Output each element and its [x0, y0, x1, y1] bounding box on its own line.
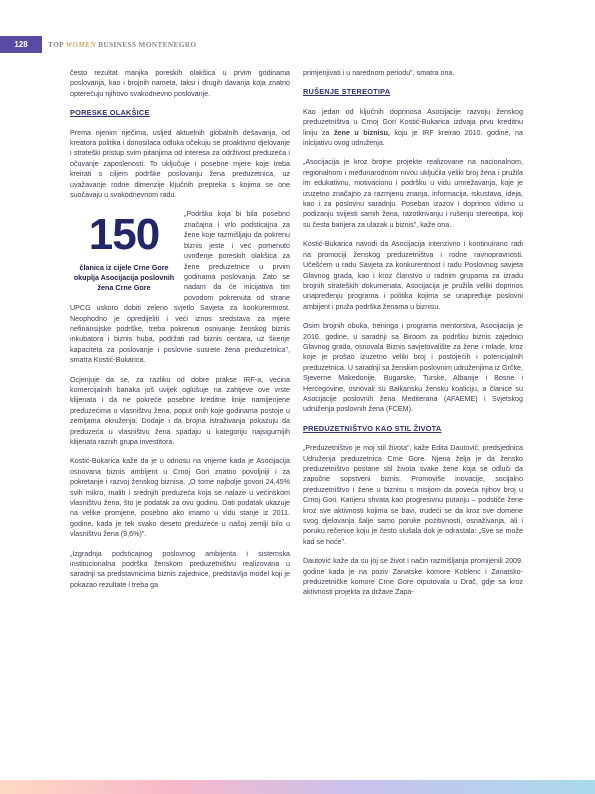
- publication-title: [48, 36, 196, 53]
- stat-caption: članica iz cijele Crne Gore okuplja Asocijacija poslovnih žena Crne Gore: [73, 263, 175, 293]
- section-heading-poreske-olaksice: PORESKE OLAKŠICE: [70, 108, 150, 118]
- page-header: [0, 36, 595, 53]
- decorative-gradient-bar: [0, 780, 595, 794]
- paragraph: često rezultat manjka poreskih olakšica u prvim godinama poslovanja, kao i brojnih nameta, taksi i drugih davanja koja znatno opterećuju njihovo svakodnevno poslovanje.: [70, 69, 290, 98]
- paragraph: primjenjivati i u narednom periodu", smatra ona.: [303, 69, 455, 77]
- paragraph: Kostić-Bukarica navodi da Asocijacija intenzivno i kontinuirano radi na promociji ženskog preduzetništva i rodne ravnopravnosti. Učešćem u radu Savjeta za konkurentnost i radu Poslovnog savjeta Glavnog grada, kao i kroz članstvo u radnim grupama za izradu brojnih strateških dokumenata, Asocijacija je pružila veliki doprinos unapređenju programa i politika kojima se unapređuje poslovni ambijent i pruža podrška ženama u biznisu.: [303, 240, 523, 311]
- section-heading-stil-zivota: PREDUZETNIŠTVO KAO STIL ŽIVOTA: [303, 423, 442, 433]
- left-column: [70, 68, 290, 599]
- paragraph-text: Kao jedan od ključnih doprinosa Asocijacije razvoju ženskog preduzetništva u Crnoj Gori Kostić-Bukarica izdvaja prvu kreditnu liniju za: [303, 107, 523, 137]
- right-column: [303, 68, 523, 607]
- publication-title-women: WOMEN: [65, 40, 96, 49]
- publication-title-top: TOP: [48, 40, 64, 49]
- paragraph: „Izgradnja podsticajnog poslovnog ambijenta i sistemska institucionalna podrška ženskom preduzetništvu realizovana u saradnji sa predstavnicima biznis zajednice, predstavlja model koji je pokazao rezultate i treba ga: [70, 549, 290, 589]
- section-heading-rusenje-stereotipa: RUŠENJE STEREOTIPA: [303, 87, 391, 97]
- stat-callout: [70, 210, 178, 293]
- stat-number: 150: [88, 210, 160, 260]
- emphasis-text: žene u biznisu,: [333, 128, 390, 137]
- paragraph: „Asocijacija je kroz brojne projekte realizovane na nacionalnom, regionalnom i međunarodnom nivou uključila veliki broj žena i pružila im edukativnu, motivacionu i podršku u vidu umrežavanja, koje je izuzetno značajno za razmjenu znanja, informacija, iskustava, ideja, kao i za poslovnu saradnju. Poseban izazov i doprinos vidimo u podizanju svijesti samih žena, razotkrivanju i rušenju stereotipa, koji su česta barijera za ulazak u biznis", kaže ona.: [303, 158, 523, 229]
- page-number: 128: [0, 36, 42, 53]
- paragraph: Prema njenim riječima, usljed aktuelnih globalnih dešavanja, od kreatora politika i donosilaca odluka očekuju se proaktivno djelovanje i strateški pristup svim pitanjima od interesa za održivost preduzeća i očuvanje zaposlenosti. To uključuje i posebne mjere koje treba kreirati s ciljem podrške poslovanju žena preduzetnica, uz uvažavanje rodne dimenzije ključnih prepreka s kojima se one suočavaju u svakodnevnom radu.: [70, 128, 290, 200]
- paragraph: Kostić-Bukarica kaže da je u odnosu na vrijeme kada je Asocijacija osnovana biznis ambijent u Crnoj Gori znatno povoljniji i za pokretanje i razvoj ženskog biznisa. „O tome najbolje govori 24,45% svih mikro, malih i srednjih preduzeća koja se nalaze u većinskom vlasništvu žena, što je podatak za ovu godinu. Dati podatak ukazuje na velike promjene, posebno ako imamo u vidu stanje iz 2011. godine, kada je tek svako deseto preduzeće u našoj zemlji bilo u vlasništvu žena (9,6%)".: [70, 457, 290, 539]
- publication-title-rest: BUSINESS MONTENEGRO: [98, 40, 197, 49]
- paragraph: Ocjenjuje da se, za razliku od dobre prakse IRF-a, većina komercijalnih banaka još uvijek oglušuje na zahtjeve ove vrste klijenata i da ne pokreće posebne kreditne linije namijenjene preduzećima u vlasništvu žena, poput onih koje godinama postoje u zemljama okruženja. Dodaje i da brojna istraživanja pokazuju da preduzeća u vlasništvu žena spadaju u kategoriju najsigurnijih klijenata raznih grupa investitora.: [70, 375, 290, 446]
- paragraph-text: koju je IRF kreirao 2010. godine, na inicijativu ovog udruženja.: [303, 128, 523, 148]
- paragraph: „Preduzetništvo je moj stil života", kaže Edita Dautović, predsjednica Udruženja preduzetnica Crne Gore. Njena želja je da žensko preduzetništvo postane stil života svake žene koja se odluči da započne sopstveni biznis. Promoviše inovacije, socijalno preduzetništvo i žene u biznisu s misijom da poveća njihov broj u Crnoj Gori. Karijeru shvata kao progresivnu putanju – podstiče žene kroz sve aktivnosti kojima se bavi, trudeći se da kroz sve domene svog djelovanja šalje samo poruke pozitivnosti, osnaživanja, ali i poruku rečenice koju je često slušala dok je odrastala: „Sve se može kad se hoće".: [303, 444, 523, 546]
- paragraph: „Podrška koja bi bila posebno značajna i vrlo podsticajna za žene koje razmišljaju da pokrenu biznis jeste i već pomenuto uvođenje poreskih olakšica za žene preduzetnice u prvim godinama poslovanja. Zato se nadam da će inicijativa tim povodom pokrenuta od strane UPCG uskoro dobiti zeleno svjetlo Savjeta za konkurentnost. Neophodno je opredijeliti i veći iznos sredstava za mjere nefinansijske podrške, treba pokrenuti osnivanje ženskog biznis inkubatora i biznis huba, podržati rad biznis centara, uz širenje kapaciteta za poslovanje i poslovne susrete žena preduzetnica", smatra Kostić-Bukarica.: [70, 210, 290, 365]
- paragraph: Dautović kaže da su joj se život i način razmišljanja promijenili 2009. godine kada je na poziv Zanatske komore Koblenc i Zanatsko-preduzetničke komore Crne Gore otputovala u Drač, gdje sa kroz aktivnosti projekta za države Zapa-: [303, 557, 523, 597]
- paragraph: [303, 107, 523, 149]
- paragraph: Osim brojnih obuka, treninga i programa mentorstva, Asocijacija je 2016. godine, u saradnji sa Biroom za podršku biznis zajednici Glavnog grada, osnovala Biznis savjetovalište za žene i mlade, kroz koje je prošao izuzetno veliki broj i postojećih i potencijalnih preduzetnica. U saradnji sa ženskim poslovnim udruženjima iz Grčke, Sjeverne Makedonije, Bugarske, Turske, Albanije i Bosne i Hercegovine, osnovali su Balkansku žensku koaliciju, a članice su Asocijacije poslovnih žena Mediterana (AFAEME) i Svjetskog udruženja poslovnih žena (FCEM).: [303, 322, 523, 414]
